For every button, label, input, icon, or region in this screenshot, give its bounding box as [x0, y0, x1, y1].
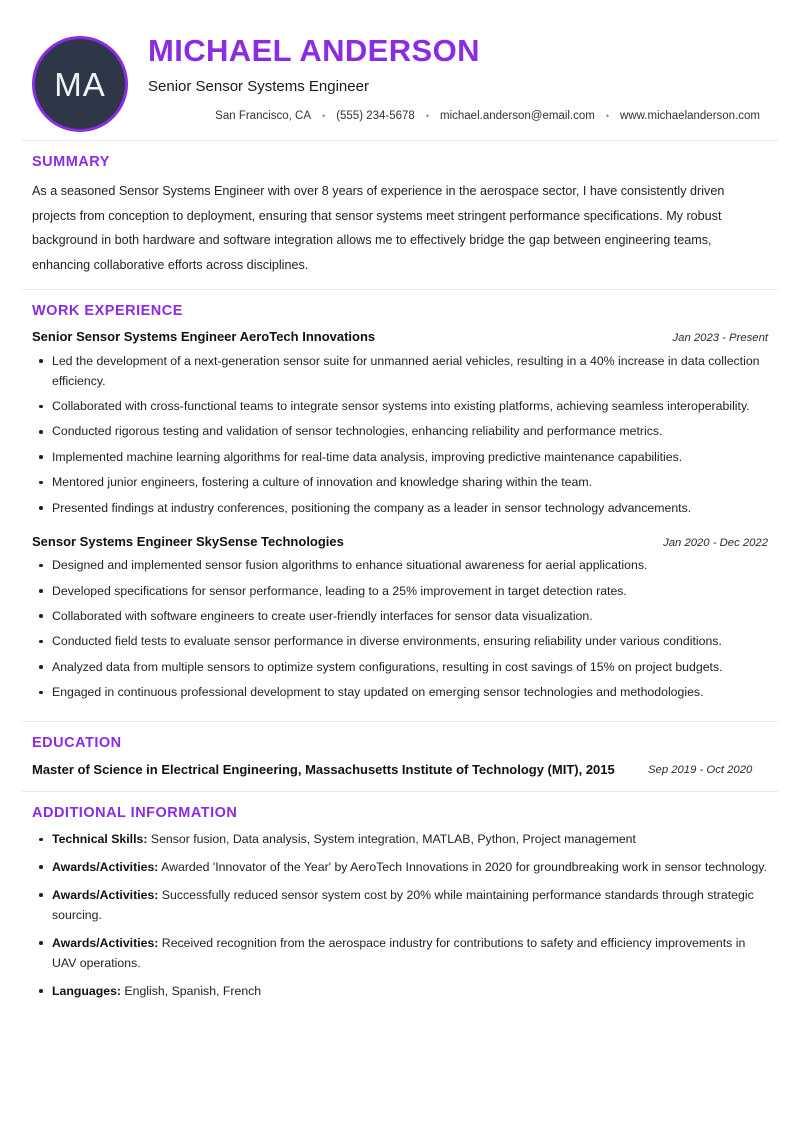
section-title-work-experience: WORK EXPERIENCE — [32, 303, 183, 320]
contact-info-row — [148, 110, 768, 122]
info-value: Awarded 'Innovator of the Year' by AeroTech Innovations in 2020 for groundbreaking work in sensor technology. — [158, 859, 767, 874]
resume-header — [32, 0, 768, 140]
info-value: Received recognition from the aerospace industry for contributions to safety and efficiency improvements in UAV operations. — [52, 935, 746, 970]
header-text-block — [128, 30, 768, 122]
experience-bullet-list — [32, 352, 768, 519]
list-item: Collaborated with cross-functional teams to integrate sensor systems into existing platforms, achieving seamless interoperability. — [32, 397, 768, 417]
info-label: Awards/Activities: — [52, 859, 159, 874]
section-summary — [32, 141, 768, 289]
section-work-experience — [32, 290, 768, 720]
section-additional-information — [32, 792, 768, 1021]
summary-paragraph: As a seasoned Sensor Systems Engineer with over 8 years of experience in the aerospace sector, I have consistently driven projects from conception to deployment, ensuring that sensor systems meet stringent performance specifications. My robust background in both hardware and software integration allows me to effectively bridge the gap between engineering teams, enhancing collaborative efforts across disciplines. — [32, 184, 725, 272]
experience-date: Jan 2023 - Present — [672, 332, 768, 345]
page-title: MICHAEL ANDERSON — [148, 33, 480, 68]
list-item — [32, 982, 768, 1002]
experience-bullet-list — [32, 556, 768, 703]
contact-location: San Francisco, CA — [215, 110, 312, 123]
list-item: Engaged in continuous professional development to stay updated on emerging sensor technologies and methodologies. — [32, 683, 768, 703]
professional-headline: Senior Sensor Systems Engineer — [148, 78, 369, 96]
list-item: Presented findings at industry conferences, positioning the company as a leader in sensor technology advancements. — [32, 499, 768, 519]
section-title-additional-information: ADDITIONAL INFORMATION — [32, 805, 238, 822]
list-item: Led the development of a next-generation sensor suite for unmanned aerial vehicles, resulting in a 40% increase in data collection efficiency. — [32, 352, 768, 392]
list-item: Conducted field tests to evaluate sensor performance in diverse environments, ensuring reliability under various conditions. — [32, 632, 768, 652]
info-value: English, Spanish, French — [121, 983, 262, 998]
contact-separator-icon: • — [322, 110, 326, 121]
section-title-summary: SUMMARY — [32, 154, 110, 170]
info-value: Sensor fusion, Data analysis, System integration, MATLAB, Python, Project management — [147, 832, 636, 847]
list-item: Developed specifications for sensor performance, leading to a 25% improvement in target detection rates. — [32, 582, 768, 602]
experience-title: Senior Sensor Systems Engineer AeroTech Innovations — [32, 329, 376, 345]
info-label: Awards/Activities: — [52, 935, 159, 950]
avatar-initials: MA — [54, 65, 106, 103]
contact-separator-icon: • — [605, 110, 610, 121]
experience-entry — [32, 328, 768, 518]
experience-title: Sensor Systems Engineer SkySense Technologies — [32, 533, 344, 549]
list-item — [32, 858, 768, 878]
list-item — [32, 934, 768, 974]
avatar — [32, 36, 128, 132]
list-item — [32, 886, 768, 926]
education-date: Sep 2019 - Oct 2020 — [648, 763, 753, 776]
info-label: Technical Skills: — [52, 832, 148, 847]
list-item — [32, 830, 768, 850]
education-degree: Master of Science in Electrical Engineering, Massachusetts Institute of Technology (MIT), 2015 — [32, 761, 615, 777]
experience-entry-header — [32, 328, 768, 346]
list-item: Collaborated with software engineers to create user-friendly interfaces for sensor data visualization. — [32, 607, 768, 627]
list-item: Implemented machine learning algorithms for real-time data analysis, improving predictive maintenance capabilities. — [32, 448, 768, 468]
contact-website[interactable]: www.michaelanderson.com — [620, 110, 760, 123]
info-label: Languages: — [52, 983, 122, 998]
section-title-education: EDUCATION — [32, 734, 122, 751]
experience-date: Jan 2020 - Dec 2022 — [663, 536, 768, 549]
contact-separator-icon: • — [425, 110, 429, 121]
list-item: Designed and implemented sensor fusion algorithms to enhance situational awareness for aerial applications. — [32, 556, 768, 576]
list-item: Conducted rigorous testing and validation of sensor technologies, enhancing reliability and performance metrics. — [32, 422, 768, 442]
info-label: Awards/Activities: — [52, 887, 159, 902]
experience-entry — [32, 533, 768, 703]
additional-info-list — [32, 830, 768, 1001]
list-item: Analyzed data from multiple sensors to optimize system configurations, resulting in cost savings of 15% on project budgets. — [32, 658, 768, 678]
experience-entry-header — [32, 533, 768, 551]
contact-email[interactable]: michael.anderson@email.com — [440, 110, 595, 123]
education-entry — [32, 760, 768, 780]
list-item: Mentored junior engineers, fostering a culture of innovation and knowledge sharing within the team. — [32, 473, 768, 493]
info-value: Successfully reduced sensor system cost by 20% while maintaining performance standards through strategic sourcing. — [52, 887, 754, 922]
section-education — [32, 722, 768, 792]
contact-phone[interactable]: (555) 234-5678 — [336, 110, 415, 123]
